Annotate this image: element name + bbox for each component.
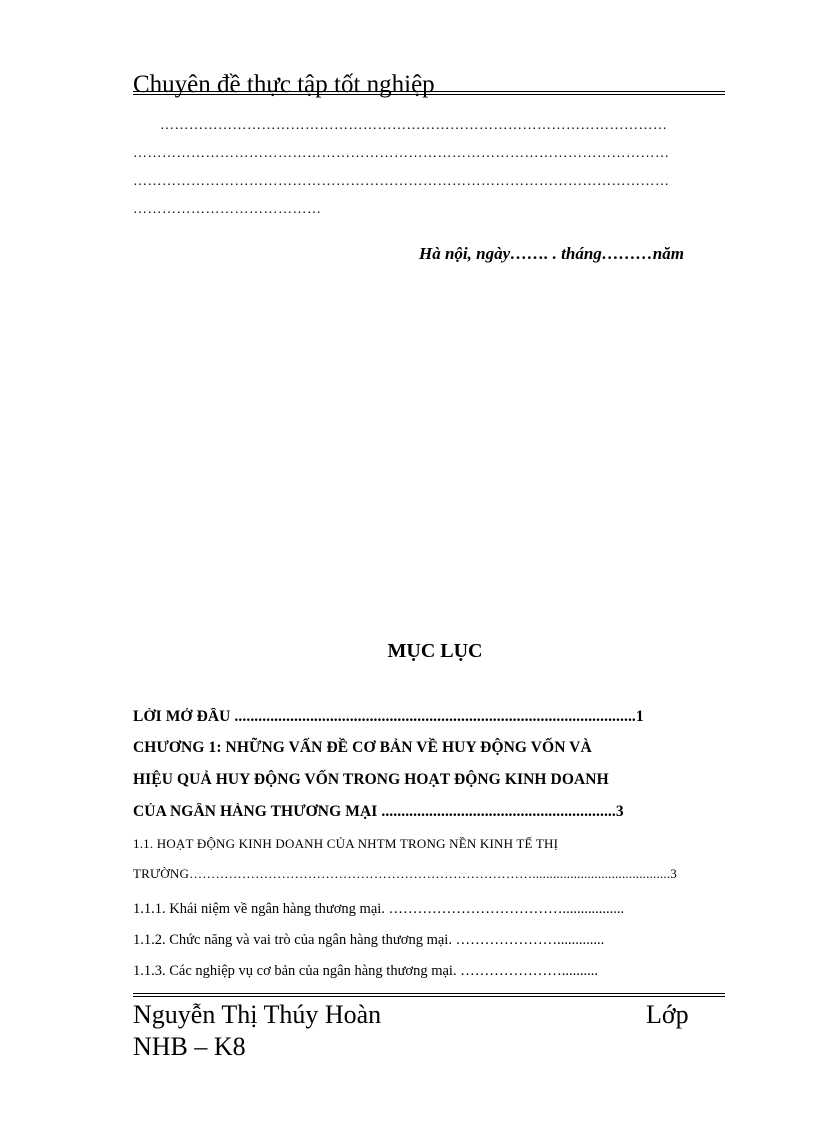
footer-rule-top <box>133 993 725 994</box>
toc-entry: CỦA NGÂN HÀNG THƯƠNG MẠI ...........................................................3 <box>133 803 624 820</box>
toc-entry: 1.1.1. Khái niệm về ngân hàng thương mại. ………………………………................. <box>133 901 625 917</box>
footer-class-label: Lớp <box>646 1000 689 1029</box>
toc-heading: MỤC LỤC <box>387 640 483 662</box>
footer-rule-bottom <box>133 996 725 997</box>
toc-entry: 1.1.3. Các nghiệp vụ cơ bản của ngân hàng thương mại. ………………….......... <box>133 963 598 979</box>
toc-entry: 1.1.2. Chức năng và vai trò của ngân hàng thương mại. …………………............. <box>133 932 605 948</box>
toc-entry: LỜI MỞ ĐẦU .....................................................................................................1 <box>133 708 644 725</box>
comment-dots-line: …………………………………………………………………………………………… <box>160 118 668 133</box>
footer-author: Nguyễn Thị Thúy Hoàn <box>133 1000 382 1029</box>
toc-entry: TRƯỜNG……………………………………………………………………........................................3 <box>133 866 677 881</box>
header-rule-top <box>133 91 725 92</box>
toc-entry: HIỆU QUẢ HUY ĐỘNG VỐN TRONG HOẠT ĐỘNG KINH DOANH <box>133 771 609 788</box>
comment-dots-line: ………………………………… <box>133 202 322 217</box>
toc-entry: 1.1. HOẠT ĐỘNG KINH DOANH CỦA NHTM TRONG NỀN KINH TẾ THỊ <box>133 836 559 851</box>
header-rule-bottom <box>133 94 725 95</box>
toc-entry: CHƯƠNG 1: NHỮNG VẤN ĐỀ CƠ BẢN VỀ HUY ĐỘNG VỐN VÀ <box>133 739 592 756</box>
date-line: Hà nội, ngày……. . tháng………năm <box>419 244 684 263</box>
comment-dots-line: ………………………………………………………………………………………………… <box>133 146 670 161</box>
header-title: Chuyên đề thực tập tốt nghiệp <box>133 71 435 98</box>
comment-dots-line: ………………………………………………………………………………………………… <box>133 174 670 189</box>
footer-class-name: NHB – K8 <box>133 1032 246 1061</box>
